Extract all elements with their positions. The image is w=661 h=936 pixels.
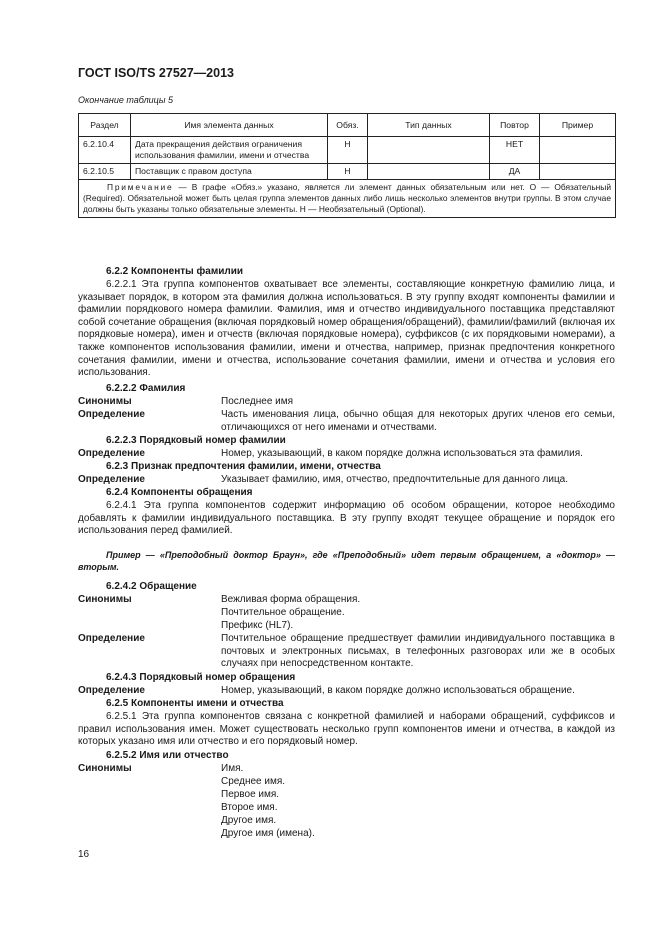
section-6-2-5-heading: 6.2.5 Компоненты имени и отчества — [106, 698, 284, 709]
synonym-value: Среднее имя. — [221, 776, 286, 787]
cell-repeat: ДА — [490, 164, 540, 180]
synonyms-label: Синонимы — [78, 763, 132, 774]
definition-label: Определение — [78, 448, 145, 459]
definition-label: Определение — [78, 633, 145, 644]
definition-text: Номер, указывающий, в каком порядке должно использоваться обращение. — [221, 685, 575, 696]
synonyms-label: Синонимы — [78, 396, 132, 407]
col-header-repeat: Повтор — [490, 114, 540, 137]
section-6-2-4-1-paragraph: 6.2.4.1 Эта группа компонентов содержит информацию об особом обращении, которое необходимо добавлять к фамилии индивидуального поставщика. В эту группу входят текущее обращение и порядок его использования перед фамилией. — [78, 500, 615, 537]
section-6-2-4-heading: 6.2.4 Компоненты обращения — [106, 487, 253, 498]
col-header-data-type: Тип данных — [368, 114, 490, 137]
cell-mandatory: Н — [328, 164, 368, 180]
col-header-mandatory: Обяз. — [328, 114, 368, 137]
definition-label: Определение — [78, 474, 145, 485]
definition-label: Определение — [78, 685, 145, 696]
section-6-2-4-3-heading: 6.2.4.3 Порядковый номер обращения — [106, 672, 296, 683]
col-header-example: Пример — [540, 114, 616, 137]
definition-text: Номер, указывающий, в каком порядке должна использоваться эта фамилия. — [221, 448, 583, 459]
table-caption: Окончание таблицы 5 — [78, 95, 173, 105]
definition-text: Почтительное обращение предшествует фамилии индивидуального поставщика в почтовых и электронных письмах, в телефонных разговорах или же в особых случаях при непосредственном контакте. — [221, 633, 615, 670]
section-6-2-2-1-paragraph: 6.2.2.1 Эта группа компонентов охватывает все элементы, составляющие конкретную фамилию лица, и указывает порядок, в котором эта фамилия должна использоваться. В эту группу входят компоненты фамилии и фамилии порядкового номера фамилии. Фамилия, имя и отчество индивидуального поставщика представляют собой сочетание обращения (включая порядковый номер обращения/обращений), фамилии/фамилий (включая их порядковые номера), имен и отчеств (включая порядковые номера), суффиксов (с их порядковыми номерами), а также компонентов использования фамилии, имени и отчества, например, признак предпочтения конкретного сочетания фамилии, имени и отчества, использование сочетания фамилии, имени и отчества и условия его использования. — [78, 279, 615, 379]
table-row — [79, 137, 616, 164]
cell-element-name: Дата прекращения действия ограничения использования фамилии, имени и отчества — [131, 137, 328, 164]
definition-text: Часть именования лица, обычно общая для некоторых других членов его семьи, отличающихся от него именами и отчествами. — [221, 409, 615, 433]
cell-repeat: НЕТ — [490, 137, 540, 164]
note-text: — В графе «Обяз.» указано, является ли элемент данных обязательным или нет. О — Обязательный (Required). Обязательной может быть целая группа элементов данных либо лишь несколько элементов внутри группы. В этом случае должны быть указаны только обязательные элементы. Н — Необязательный (Optional). — [83, 182, 612, 214]
cell-mandatory: Н — [328, 137, 368, 164]
col-header-section: Раздел — [79, 114, 131, 137]
synonym-value: Другое имя (имена). — [221, 828, 315, 839]
definition-label: Определение — [78, 409, 145, 420]
section-6-2-2-2-heading: 6.2.2.2 Фамилия — [106, 383, 186, 394]
cell-section: 6.2.10.4 — [79, 137, 131, 164]
synonym-value: Имя. — [221, 763, 244, 774]
section-6-2-5-1-paragraph: 6.2.5.1 Эта группа компонентов связана с конкретной фамилией и наборами обращений, суффиксов и правил использования имен. Может существовать несколько групп компонентов имени и отчества, в каждой из которых указано имя или отчество и его порядковый номер. — [78, 711, 615, 748]
section-6-2-3-heading: 6.2.3 Признак предпочтения фамилии, имени, отчества — [106, 461, 381, 472]
cell-example — [540, 137, 616, 164]
note-label: Примечание — [107, 182, 174, 192]
synonym-value: Вежливая форма обращения. — [221, 594, 361, 605]
cell-data-type — [368, 164, 490, 180]
example-text: Пример — «Преподобный доктор Браун», где «Преподобный» идет первым обращением, а «доктор» — вторым. — [78, 550, 615, 572]
table-header-row — [79, 114, 616, 137]
section-6-2-2-3-heading: 6.2.2.3 Порядковый номер фамилии — [106, 435, 286, 446]
definition-text: Указывает фамилию, имя, отчество, предпочтительные для данного лица. — [221, 474, 569, 485]
synonyms-label: Синонимы — [78, 594, 132, 605]
cell-data-type — [368, 137, 490, 164]
data-elements-table — [78, 113, 616, 218]
synonym-value: Последнее имя — [221, 396, 294, 407]
cell-example — [540, 164, 616, 180]
synonym-value: Первое имя. — [221, 789, 280, 800]
table-row — [79, 164, 616, 180]
cell-section: 6.2.10.5 — [79, 164, 131, 180]
synonym-value: Префикс (HL7). — [221, 620, 294, 631]
synonym-value: Другое имя. — [221, 815, 277, 826]
synonym-value: Второе имя. — [221, 802, 278, 813]
table-note — [79, 180, 616, 218]
page-header: ГОСТ ISO/TS 27527—2013 — [78, 66, 234, 80]
synonym-value: Почтительное обращение. — [221, 607, 345, 618]
cell-element-name: Поставщик с правом доступа — [131, 164, 328, 180]
page-number: 16 — [78, 849, 90, 860]
table-note-row — [79, 180, 616, 218]
section-6-2-5-2-heading: 6.2.5.2 Имя или отчество — [106, 750, 229, 761]
col-header-element-name: Имя элемента данных — [131, 114, 328, 137]
section-6-2-4-2-heading: 6.2.4.2 Обращение — [106, 581, 197, 592]
section-6-2-2-heading: 6.2.2 Компоненты фамилии — [106, 266, 244, 277]
